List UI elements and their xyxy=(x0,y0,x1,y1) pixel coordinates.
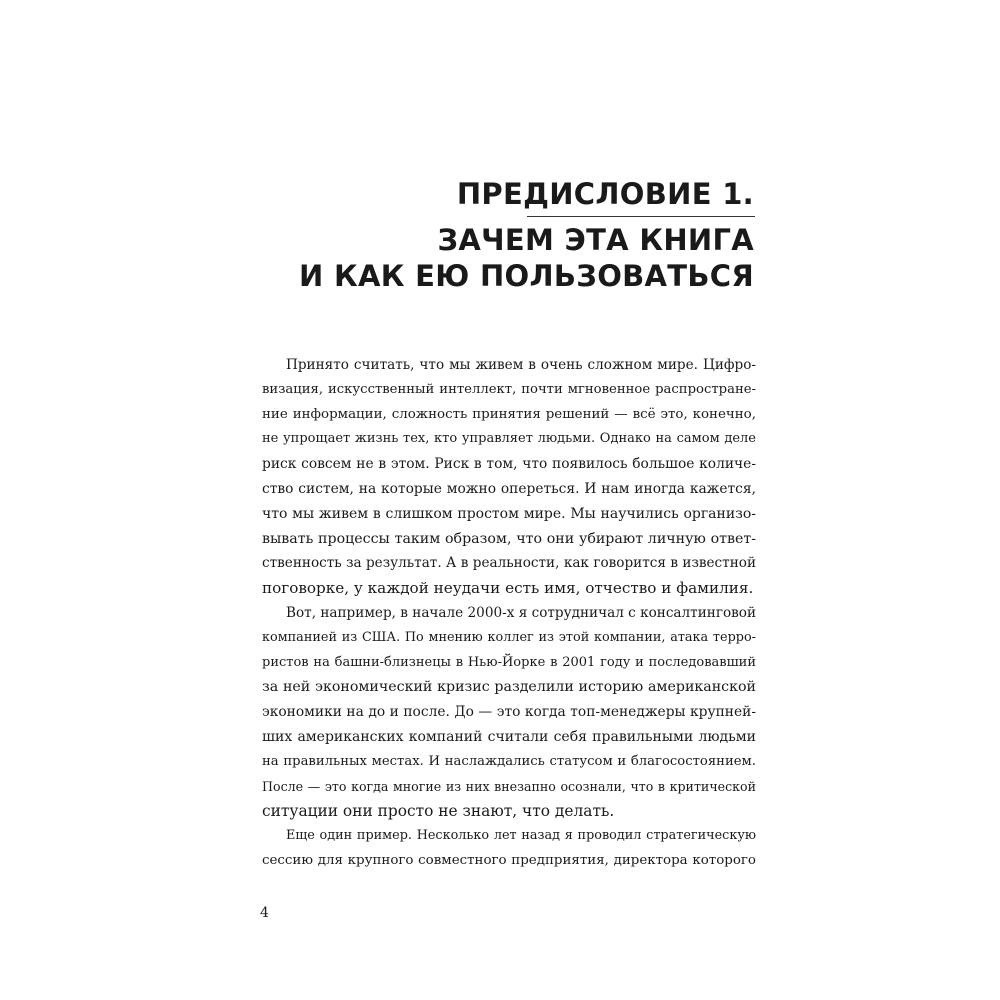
paragraph xyxy=(262,824,756,874)
heading-divider xyxy=(527,216,755,217)
text-line: ших американских компаний считали себя правильными людьми xyxy=(262,728,756,745)
chapter-preface-label: ПРЕДИСЛОВИЕ 1. xyxy=(456,177,754,211)
chapter-title-line: И КАК ЕЮ ПОЛЬЗОВАТЬСЯ xyxy=(299,259,754,293)
text-line: риск совсем не в этом. Риск в том, что появилось большое количе- xyxy=(262,456,756,473)
text-line: что мы живем в слишком простом мире. Мы научились организо- xyxy=(262,505,756,522)
paragraph xyxy=(262,353,756,601)
text-line: экономики на до и после. До — это когда топ-менеджеры крупней- xyxy=(262,704,756,721)
chapter-title-line: ЗАЧЕМ ЭТА КНИГА xyxy=(437,223,754,257)
text-line: ристов на башни-близнецы в Нью-Йорке в 2001 году и последовавший xyxy=(262,654,756,670)
body-text xyxy=(262,353,756,874)
text-line: визация, искусственный интеллект, почти мгновенное распростране- xyxy=(262,381,756,397)
page-number: 4 xyxy=(260,905,269,921)
text-line: за ней экономический кризис разделили историю американской xyxy=(262,679,756,696)
text-line: Принято считать, что мы живем в очень сложном мире. Цифро- xyxy=(286,357,756,373)
text-line: После — это когда многие из них внезапно осознали, что в критической xyxy=(262,778,756,794)
text-line: не упрощает жизнь тех, кто управляет людьми. Однако на самом деле xyxy=(262,431,756,447)
text-line: ситуации они просто не знают, что делать. xyxy=(262,802,615,821)
text-line: ние информации, сложность принятия решений — всё это, конечно, xyxy=(262,406,756,422)
text-line: компанией из США. По мнению коллег из этой компании, атака терро- xyxy=(262,629,756,645)
text-line: ство систем, на которые можно опереться. И нам иногда кажется, xyxy=(262,480,756,497)
text-line: сессию для крупного совместного предприятия, директора которого xyxy=(262,852,756,868)
text-line: поговорке, у каждой неудачи есть имя, отчество и фамилия. xyxy=(262,579,754,598)
text-line: Вот, например, в начале 2000-х я сотрудничал с консалтинговой xyxy=(286,604,756,621)
text-line: Еще один пример. Несколько лет назад я проводил стратегическую xyxy=(286,828,756,844)
text-line: вывать процессы таким образом, что они убирают личную ответ- xyxy=(262,530,756,547)
paragraph xyxy=(262,601,756,824)
text-line: на правильных местах. И наслаждались статусом и благосостоянием. xyxy=(262,753,756,769)
chapter-title xyxy=(194,222,754,294)
text-line: ственность за результат. А в реальности, как говорится в известной xyxy=(262,555,756,572)
